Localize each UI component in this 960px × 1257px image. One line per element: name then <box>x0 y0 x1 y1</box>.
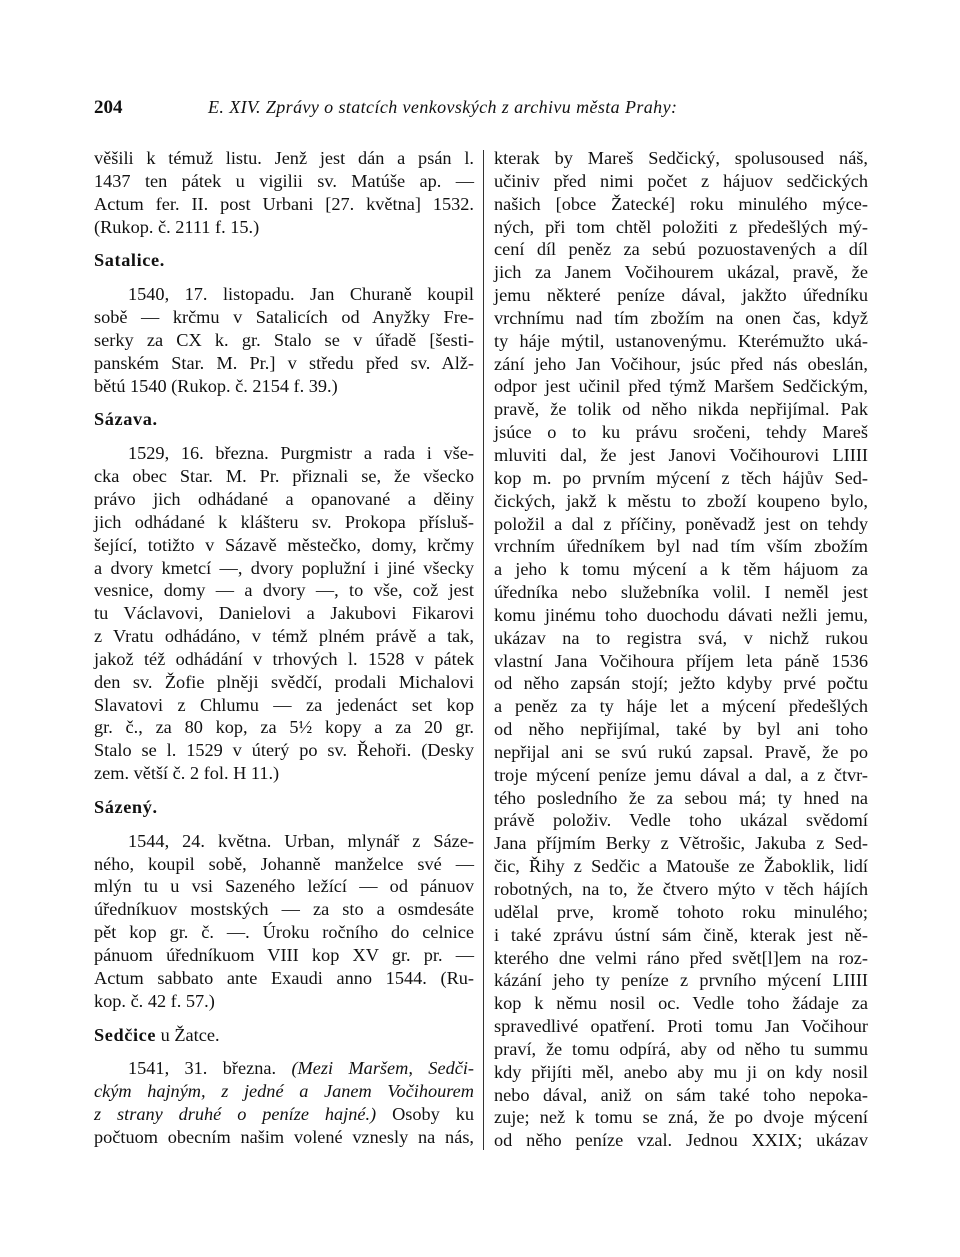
text-line: tého posledního že za sebou má; ty hned na <box>494 787 868 808</box>
entry-sazeny <box>94 830 474 1013</box>
text-line: a peněz za ty háje let a mýcení předešlých <box>494 696 868 717</box>
text-line: nebo dával, aniž on sám také toho nepoka- <box>494 1084 868 1105</box>
text-line: Slavatovi z Chlumu — za jedenáct set kop <box>94 694 474 715</box>
text-line: Actum fer. II. post Urbani [27. května] 1532. <box>94 193 474 214</box>
text-line: 1540, 17. listopadu. Jan Churaně koupil <box>128 284 474 305</box>
text-line: i také zprávu ústní sám čině, kterak jest ně- <box>494 924 868 945</box>
section-heading-sazava: Sázava. <box>94 409 158 430</box>
heading-tail: u Žatce. <box>160 1024 220 1045</box>
text-line: učiniv před nimi počet z hájuov sedčických <box>494 170 868 191</box>
paragraph-continuation <box>94 147 474 238</box>
text-line: tu Václavovi, Danielovi a Jakubovi Fikarovi <box>94 603 474 624</box>
text-line: pět kop gr. č. —. Úroku ročního do celnice <box>94 922 474 943</box>
italic-summary: (Mezi Maršem, Sedči- <box>291 1058 474 1079</box>
text-line: položil a dal z příčiny, poněvadž jest on tehdy <box>494 513 868 534</box>
heading-place-name: Sedčice <box>94 1024 157 1045</box>
text-line: úředníka nebo služebníka volil. I neměl jest <box>494 582 868 603</box>
text-line: den sv. Žofie plněji svědčí, prodali Michalovi <box>94 671 474 692</box>
text-line: právě položiv. Vedle toho ukázal svědomí <box>494 810 868 831</box>
text-line: odpor jest učinil před týmž Maršem Sedčickým, <box>494 376 868 397</box>
text-line: počtuom obecním našim volené vznesly na nás, <box>94 1126 474 1147</box>
text-line: ukázav na to registra svá, v nichž rukou <box>494 627 868 648</box>
text-line: 1437 ten pátek u vigilii sv. Matúše ap. — <box>94 170 474 191</box>
text-line: cka obec Star. M. Pr. přiznali se, že všecko <box>94 466 474 487</box>
text-line: sobě — krčmu v Satalicích od Anyžky Fre- <box>94 307 474 328</box>
section-heading-sedcice <box>94 1024 474 1047</box>
text-line: udělal prve, kromě tohoto roku minulého; <box>494 901 868 922</box>
text-line: pánuom úředníkuom VIII kop XV gr. pr. — <box>94 945 474 965</box>
text-line: Jana příjmím Berky z Větrošic, Jakuba z Sed- <box>494 833 868 854</box>
entry-satalice <box>94 283 474 397</box>
text-line: zání jeho Jan Vočihour, jsúc před nás obeslán, <box>494 353 868 374</box>
text-line: jich odhádané k klášteru sv. Prokopa přísluš- <box>94 511 474 532</box>
entry-sedcice-continued <box>494 147 868 1152</box>
text-line: od něho nepřijímal, také by byl ani toho <box>494 719 868 740</box>
text-line: nepřijal ani se svú rukú zapsal. Pravě, že po <box>494 741 868 762</box>
section-heading-satalice: Satalice. <box>94 250 165 271</box>
text-line: cení díl peněz za sebú pozuostavených a díl <box>494 239 868 260</box>
text-line: šející, totižto v Sázavě městečko, domy, krčmy <box>94 534 474 555</box>
running-head: E. XIV. Zprávy o statcích venkovských z archivu města Prahy: <box>208 97 678 117</box>
italic-summary: z strany druhé o peníze hajné.) <box>94 1104 377 1125</box>
text-line: kázání jeho ty peníze z prvního mýcení LIIII <box>494 970 868 991</box>
text-line: kterak by Mareš Sedčický, spolusoused náš, <box>494 148 868 168</box>
text-line: bětú 1540 (Rukop. č. 2154 f. 39.) <box>94 375 338 396</box>
text-line: právo jich odhádané a opanované a děiny <box>94 488 474 509</box>
text-line: úředníkuov mostských — za sto a osmdesáte <box>94 899 474 920</box>
text-line: kop. č. 42 f. 57.) <box>94 990 215 1011</box>
text-line: spravedlivé opatření. Proti tomu Jan Vočihour <box>494 1016 868 1037</box>
text-line: našich [obce Žatecké] roku minulého mýce- <box>494 193 868 214</box>
text-line: jsúce o to ku právu sročeni, tehdy Mareš <box>494 422 868 443</box>
text-line: panském Star. M. Pr.] v středu před sv. Alž- <box>94 352 474 373</box>
text-line: vrchním úředníkem byl nad tím vším zbožím <box>494 536 868 557</box>
section-heading-sazeny: Sázený. <box>94 796 158 817</box>
text-line: z Vratu odhádáno, v témž plném právě a tak, <box>94 626 474 647</box>
column-divider <box>483 150 484 1150</box>
text-line: kterého dne velmi ráno před svět[l]em na roz- <box>494 947 868 968</box>
text-line: komu jinému toho duochodu dávati nežli jemu, <box>494 604 868 625</box>
text-line: robotných, na to, že čtvero mýto v těch hájích <box>494 879 868 899</box>
text-line: troje mýcení peníze jemu dával a dal, a z čtvr- <box>494 764 868 785</box>
text-line: ného, koupil sobě, Johanně manželce své — <box>94 853 474 874</box>
text-run: Osoby ku <box>392 1104 475 1125</box>
text-line: jakož též odhádání v trhových l. 1528 v pátek <box>94 648 474 669</box>
text-line: Actum sabbato ante Exaudi anno 1544. (Ru- <box>94 967 474 988</box>
text-line: ty háje mýtil, ustanovenýmu. Kterémužto uká- <box>494 330 868 351</box>
entry-sedcice <box>94 1057 474 1148</box>
page-number: 204 <box>94 97 123 118</box>
text-line: čických, jakž k městu to zboží koupeno bylo, <box>494 490 868 511</box>
text-line: vlastní Jana Vočihoura příjem leta páně 1536 <box>494 650 868 671</box>
text-line: 1544, 24. května. Urban, mlynář z Sáze- <box>128 830 474 851</box>
left-column <box>94 147 474 1149</box>
text-line: (Rukop. č. 2111 f. 15.) <box>94 216 260 237</box>
text-line: gr. č., za 80 kop, za 5½ kopy a za 20 gr. <box>94 717 474 738</box>
right-column <box>494 147 868 1152</box>
text-line: zuje; než k tomu se zná, že po dvoje mýcení <box>494 1107 868 1128</box>
text-line: a jeho k tomu mýcení a k těm hájuom za <box>494 559 868 580</box>
text-line: vrchnímu nad tím zbožím na onen čas, když <box>494 307 868 328</box>
text-line: čic, Řihy z Sedčic a Matouše ze Žaboklik, lidí <box>494 856 868 877</box>
text-line: mlýn tu u vsi Sazeného ležící — od pánuov <box>94 876 474 897</box>
text-line: 1529, 16. března. Purgmistr a rada i vše- <box>128 443 474 464</box>
text-line: ných, při tom chtěl položiti z předešlých mý- <box>494 216 868 237</box>
text-line <box>94 1080 474 1103</box>
text-line: od něho peníze vzal. Jednou XXIX; ukázav <box>494 1130 868 1151</box>
italic-summary: ckým hajným, z jedné a Janem Vočihourem <box>94 1081 474 1102</box>
text-line: jich za Janem Vočihourem ukázal, pravě, že <box>494 262 868 283</box>
page-header <box>94 97 884 127</box>
text-line: a dvory kmetcí —, dvory poplužní i jiné všecky <box>94 557 474 578</box>
text-line: kdy přijíti měl, anebo aby mu ji on kdy nosil <box>494 1061 868 1082</box>
text-line: od něho zapsán stojí; ježto kdyby prvé počtu <box>494 673 868 694</box>
entry-date: 1541, 31. března. <box>128 1058 277 1079</box>
text-line: praví, že tomu odpírá, aby od něho tu summu <box>494 1038 868 1059</box>
text-line <box>94 1057 474 1080</box>
text-line: pravě, že tolik od něho nikda nepřijímal. Pak <box>494 399 868 420</box>
text-line: zem. větší č. 2 fol. H 11.) <box>94 763 280 784</box>
text-line: serky za CX k. gr. Stalo se v úřadě [šesti- <box>94 329 474 350</box>
text-line: věšili k témuž listu. Jenž jest dán a psán l. <box>94 148 474 168</box>
text-line: kop k němu nosil oc. Vedle toho žádaje za <box>494 993 868 1014</box>
text-line: mluviti dal, že jest Janovi Vočihourovi LIIII <box>494 444 868 465</box>
text-line: kop m. po prvním mýcení z těch hájův Sed- <box>494 467 868 488</box>
text-line <box>94 1103 474 1126</box>
text-line: vesnice, domy — a dvory —, to vše, což jest <box>94 580 474 601</box>
text-line: Stalo se l. 1529 v úterý po sv. Řehoři. (Desky <box>94 740 474 761</box>
text-line: jemu některé peníze dával, jakžto úředníku <box>494 285 868 306</box>
entry-sazava <box>94 442 474 785</box>
